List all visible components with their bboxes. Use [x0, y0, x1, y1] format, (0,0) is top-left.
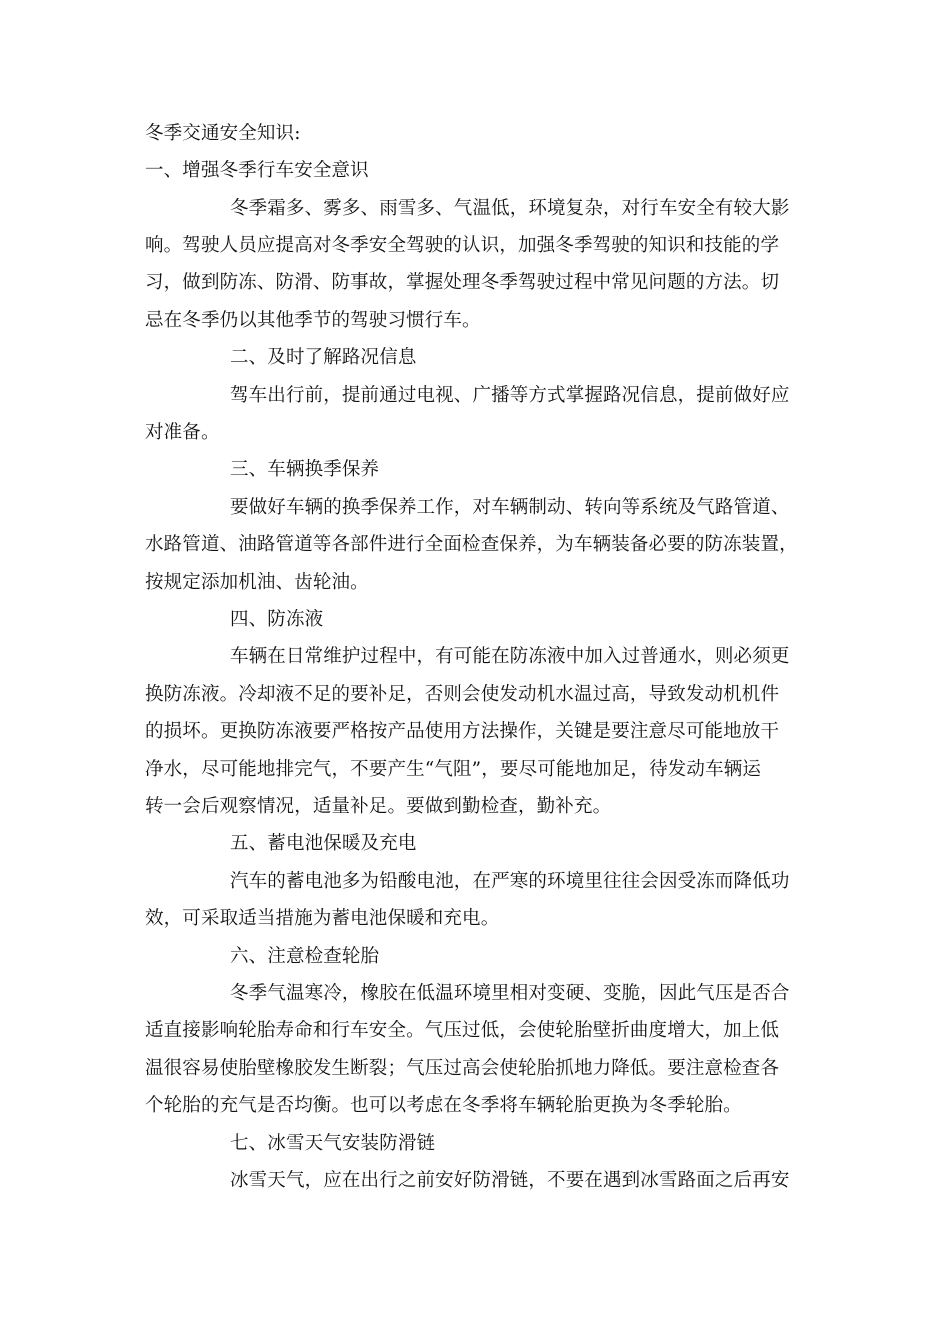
section-heading-7: 七、冰雪天气安装防滑链 [230, 1133, 436, 1154]
paragraph-line: 按规定添加机油、齿轮油。 [145, 572, 369, 593]
paragraph-line: 冰雪天气，应在出行之前安好防滑链，不要在遇到冰雪路面之后再安 [230, 1170, 790, 1191]
paragraph-line: 忌在冬季仍以其他季节的驾驶习惯行车。 [145, 310, 481, 331]
paragraph-line: 冬季气温寒冷，橡胶在低温环境里相对变硬、变脆，因此气压是否合 [230, 983, 790, 1004]
document-title: 冬季交通安全知识: [145, 123, 301, 144]
paragraph-line: 驾车出行前，提前通过电视、广播等方式掌握路况信息，提前做好应 [230, 385, 790, 406]
paragraph-line: 适直接影响轮胎寿命和行车安全。气压过低，会使轮胎壁折曲度增大，加上低 [145, 1020, 780, 1041]
section-heading-1: 一、增强冬季行车安全意识 [145, 160, 369, 181]
paragraph-line: 汽车的蓄电池多为铅酸电池，在严寒的环境里往往会因受冻而降低功 [230, 871, 790, 892]
section-heading-5: 五、蓄电池保暖及充电 [230, 833, 417, 854]
section-heading-3: 三、车辆换季保养 [230, 459, 380, 480]
paragraph-line: 效，可采取适当措施为蓄电池保暖和充电。 [145, 908, 500, 929]
paragraph-line: 转一会后观察情况，适量补足。要做到勤检查，勤补充。 [145, 796, 612, 817]
section-heading-4: 四、防冻液 [230, 609, 324, 630]
paragraph-line: 的损坏。更换防冻液要严格按产品使用方法操作，关键是要注意尽可能地放干 [145, 721, 780, 742]
paragraph-line: 水路管道、油路管道等各部件进行全面检查保养，为车辆装备必要的防冻装置， [145, 534, 798, 555]
paragraph-line: 换防冻液。冷却液不足的要补足，否则会使发动机水温过高，导致发动机机件 [145, 684, 780, 705]
paragraph-line: 对准备。 [145, 422, 220, 443]
paragraph-line: 车辆在日常维护过程中，有可能在防冻液中加入过普通水，则必须更 [230, 646, 790, 667]
paragraph-line: 习，做到防冻、防滑、防事故，掌握处理冬季驾驶过程中常见问题的方法。切 [145, 272, 780, 293]
paragraph-line: 个轮胎的充气是否均衡。也可以考虑在冬季将车辆轮胎更换为冬季轮胎。 [145, 1095, 742, 1116]
section-heading-2: 二、及时了解路况信息 [230, 347, 417, 368]
paragraph-line: 净水，尽可能地排完气，不要产生“气阻”，要尽可能地加足，待发动车辆运 [145, 759, 762, 780]
section-heading-6: 六、注意检查轮胎 [230, 946, 380, 967]
paragraph-line: 响。驾驶人员应提高对冬季安全驾驶的认识，加强冬季驾驶的知识和技能的学 [145, 235, 780, 256]
paragraph-line: 冬季霜多、雾多、雨雪多、气温低，环境复杂，对行车安全有较大影 [230, 198, 790, 219]
paragraph-line: 温很容易使胎壁橡胶发生断裂；气压过高会使轮胎抓地力降低。要注意检查各 [145, 1058, 780, 1079]
paragraph-line: 要做好车辆的换季保养工作，对车辆制动、转向等系统及气路管道、 [230, 497, 790, 518]
